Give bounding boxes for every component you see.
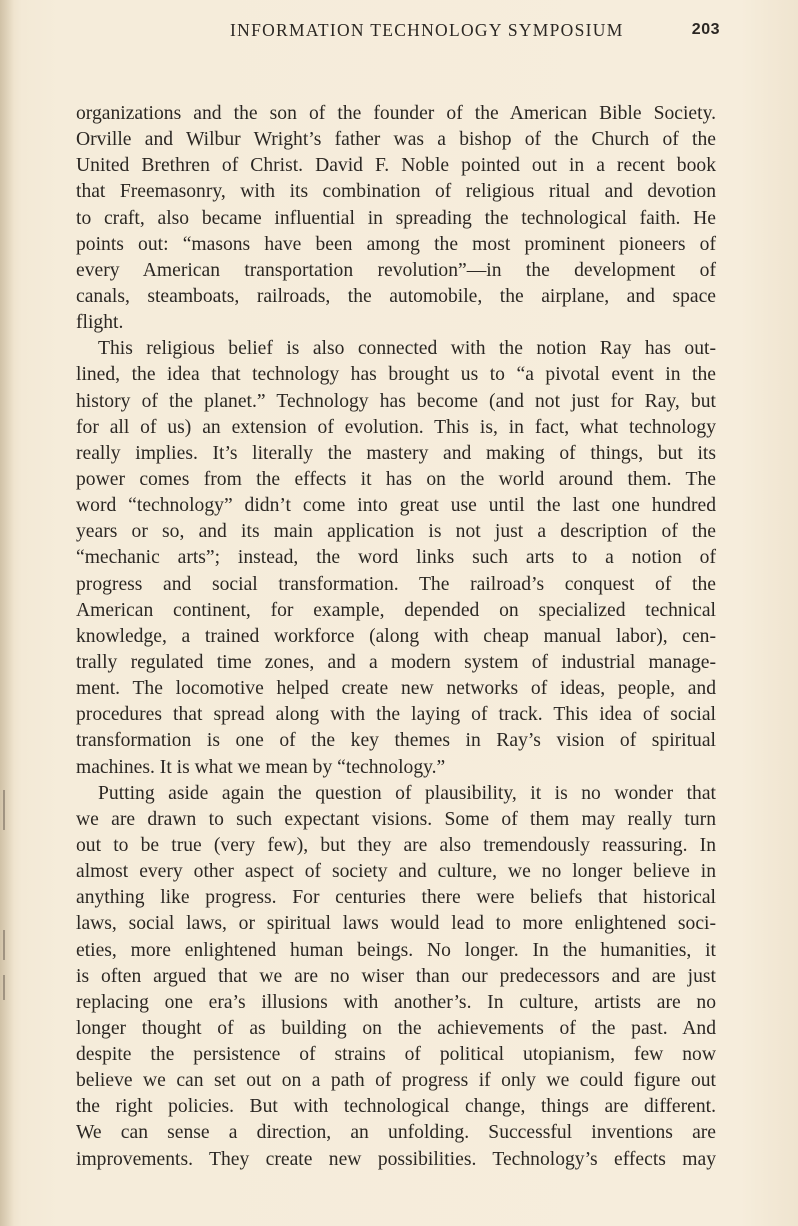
text-line: progress and social transformation. The railroad’s conquest of the bbox=[76, 573, 716, 595]
page-gutter-shadow bbox=[0, 0, 14, 1226]
text-line: ment. The locomotive helped create new networks of ideas, people, and bbox=[76, 678, 716, 700]
text-line: United Brethren of Christ. David F. Noble pointed out in a recent book bbox=[76, 155, 716, 177]
text-line: is often argued that we are no wiser than our predecessors and are just bbox=[76, 965, 716, 987]
running-header-title: INFORMATION TECHNOLOGY SYMPOSIUM bbox=[230, 20, 624, 40]
body-text bbox=[76, 101, 716, 1173]
text-line: almost every other aspect of society and culture, we no longer believe in bbox=[76, 861, 716, 883]
text-line: despite the persistence of strains of political utopianism, few now bbox=[76, 1044, 716, 1066]
text-line: procedures that spread along with the laying of track. This idea of social bbox=[76, 704, 716, 726]
text-line: out to be true (very few), but they are also tremendously reassuring. In bbox=[76, 834, 716, 856]
text-line: American continent, for example, depended on specialized technical bbox=[76, 599, 716, 621]
text-line: years or so, and its main application is not just a description of the bbox=[76, 521, 716, 543]
text-line: to craft, also became influential in spreading the technological faith. He bbox=[76, 207, 716, 229]
text-line: eties, more enlightened human beings. No longer. In the humanities, it bbox=[76, 939, 716, 961]
text-line: organizations and the son of the founder of the American Bible Society. bbox=[76, 103, 716, 124]
page-edge-mark bbox=[3, 975, 5, 1000]
page-edge-mark bbox=[3, 790, 5, 830]
text-line: power comes from the effects it has on the world around them. The bbox=[76, 468, 716, 490]
text-line: lined, the idea that technology has brought us to “a pivotal event in the bbox=[76, 364, 716, 386]
page-edge-mark bbox=[3, 930, 5, 960]
text-line: This religious belief is also connected with the notion Ray has out- bbox=[98, 338, 716, 360]
text-line: that Freemasonry, with its combination of religious ritual and devotion bbox=[76, 181, 716, 203]
text-line: canals, steamboats, railroads, the automobile, the airplane, and space bbox=[76, 285, 716, 307]
text-line: word “technology” didn’t come into great use until the last one hundred bbox=[76, 495, 716, 517]
text-line: believe we can set out on a path of progress if only we could figure out bbox=[76, 1070, 716, 1092]
text-line: “mechanic arts”; instead, the word links such arts to a notion of bbox=[76, 547, 716, 569]
text-line: the right policies. But with technological change, things are different. bbox=[76, 1096, 716, 1118]
text-line: flight. bbox=[76, 312, 124, 334]
text-line: points out: “masons have been among the most prominent pioneers of bbox=[76, 233, 716, 255]
page-number: 203 bbox=[691, 21, 720, 38]
text-line: for all of us) an extension of evolution. This is, in fact, what technology bbox=[76, 416, 716, 438]
text-line: we are drawn to such expectant visions. Some of them may really turn bbox=[76, 808, 716, 830]
text-line: history of the planet.” Technology has become (and not just for Ray, but bbox=[76, 390, 716, 412]
text-line: transformation is one of the key themes in Ray’s vision of spiritual bbox=[76, 730, 716, 752]
text-line: trally regulated time zones, and a modern system of industrial manage- bbox=[76, 651, 716, 673]
text-line: improvements. They create new possibilities. Technology’s effects may bbox=[76, 1148, 716, 1170]
text-line: machines. It is what we mean by “technology.” bbox=[76, 756, 446, 778]
text-line: Orville and Wilbur Wright’s father was a bishop of the Church of the bbox=[76, 129, 716, 151]
text-line: replacing one era’s illusions with another’s. In culture, artists are no bbox=[76, 991, 716, 1013]
running-header bbox=[230, 20, 720, 46]
text-line: Putting aside again the question of plausibility, it is no wonder that bbox=[98, 782, 716, 804]
text-line: anything like progress. For centuries there were beliefs that historical bbox=[76, 887, 716, 909]
text-line: longer thought of as building on the achievements of the past. And bbox=[76, 1017, 716, 1039]
text-line: We can sense a direction, an unfolding. Successful inventions are bbox=[76, 1122, 716, 1144]
text-line: really implies. It’s literally the mastery and making of things, but its bbox=[76, 442, 716, 464]
text-line: knowledge, a trained workforce (along with cheap manual labor), cen- bbox=[76, 625, 716, 647]
text-line: laws, social laws, or spiritual laws would lead to more enlightened soci- bbox=[76, 913, 716, 935]
text-line: every American transportation revolution”—in the development of bbox=[76, 259, 716, 281]
